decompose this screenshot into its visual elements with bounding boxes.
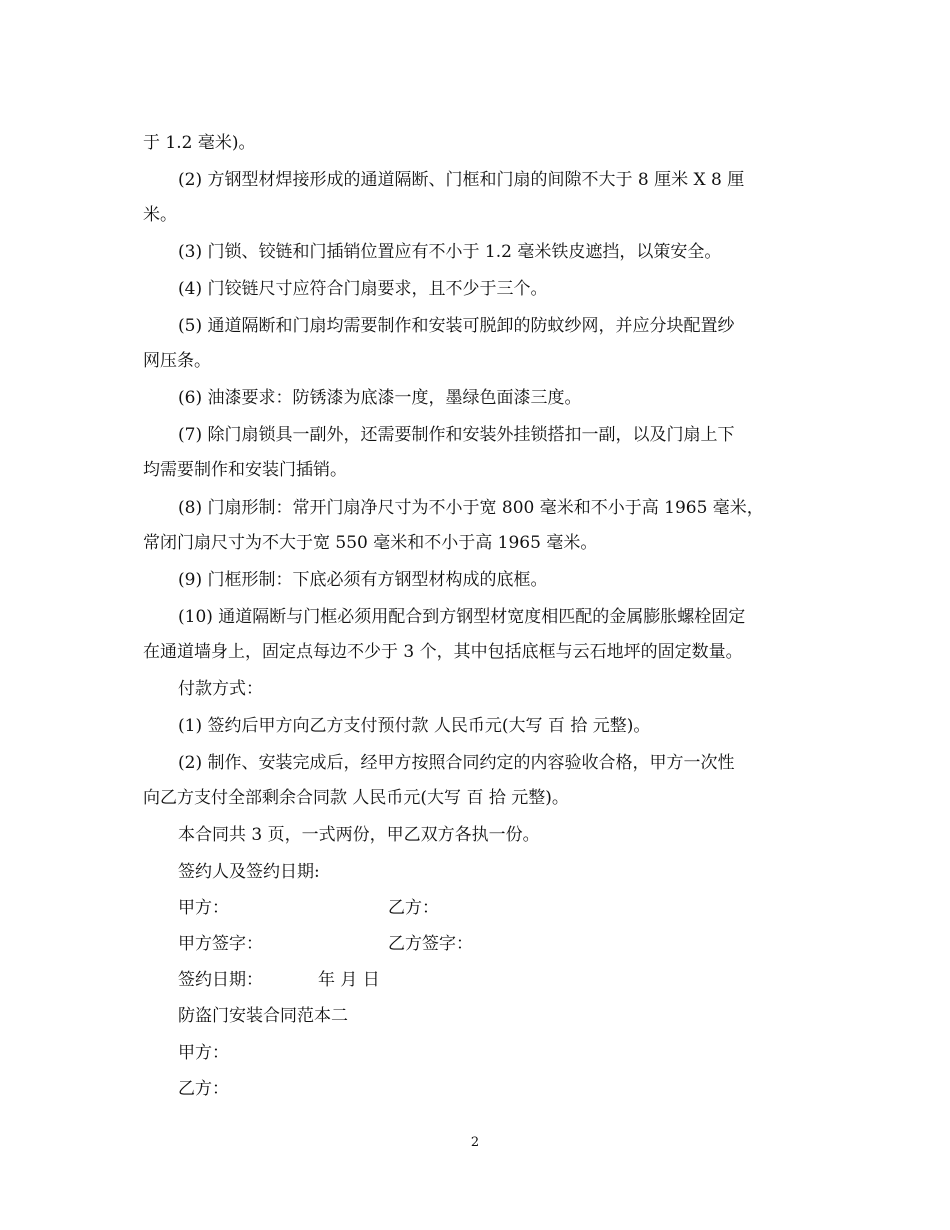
clause-8: (8) 门扇形制：常开门扇净尺寸为不小于宽 800 毫米和不小于高 1965 毫米， — [178, 498, 764, 518]
clause-2: (2) 方钢型材焊接形成的通道隔断、门框和门扇的间隙不大于 8 厘米 X 8 厘 — [178, 170, 745, 190]
sign-date-label: 签约日期： — [178, 970, 263, 990]
text-line: 向乙方支付全部剩余合同款 人民币元(大写 百 拾 元整)。 — [143, 788, 569, 808]
section-party-b-label: 乙方： — [178, 1079, 229, 1099]
payment-item-1: (1) 签约后甲方向乙方支付预付款 人民币元(大写 百 拾 元整)。 — [178, 716, 651, 736]
clause-10: (10) 通道隔断与门框必须用配合到方钢型材宽度相匹配的金属膨胀螺栓固定 — [178, 607, 746, 627]
text-line: 在通道墙身上，固定点每边不少于 3 个，其中包括底框与云石地坪的固定数量。 — [143, 642, 743, 662]
text-line: 常闭门扇尺寸为不大于宽 550 毫米和不小于高 1965 毫米。 — [143, 533, 598, 553]
contract-pages-note: 本合同共 3 页，一式两份，甲乙双方各执一份。 — [178, 825, 540, 845]
text-line: 均需要制作和安装门插销。 — [143, 460, 347, 480]
text-line: 于 1.2 毫米)。 — [143, 133, 256, 153]
clause-5: (5) 通道隔断和门扇均需要制作和安装可脱卸的防蚊纱网，并应分块配置纱 — [178, 316, 735, 336]
payment-heading: 付款方式： — [178, 679, 263, 699]
party-b-label: 乙方： — [388, 898, 439, 918]
clause-9: (9) 门框形制：下底必须有方钢型材构成的底框。 — [178, 570, 548, 590]
party-b-signature-label: 乙方签字： — [388, 934, 473, 954]
clause-3: (3) 门锁、铰链和门插销位置应有不小于 1.2 毫米铁皮遮挡，以策安全。 — [178, 242, 722, 262]
sign-date-format: 年 月 日 — [318, 970, 380, 990]
signatories-heading: 签约人及签约日期: — [178, 862, 320, 882]
text-line: 网压条。 — [143, 351, 211, 371]
section-party-a-label: 甲方： — [178, 1043, 229, 1063]
party-a-signature-label: 甲方签字： — [178, 934, 263, 954]
text-line: 米。 — [143, 205, 177, 225]
clause-6: (6) 油漆要求：防锈漆为底漆一度，墨绿色面漆三度。 — [178, 388, 582, 408]
payment-item-2: (2) 制作、安装完成后，经甲方按照合同约定的内容验收合格，甲方一次性 — [178, 753, 735, 773]
clause-7: (7) 除门扇锁具一副外，还需要制作和安装外挂锁搭扣一副，以及门扇上下 — [178, 425, 735, 445]
page-number: 2 — [470, 1135, 480, 1150]
section-title: 防盗门安装合同范本二 — [178, 1006, 348, 1026]
party-a-label: 甲方： — [178, 898, 229, 918]
clause-4: (4) 门铰链尺寸应符合门扇要求，且不少于三个。 — [178, 279, 548, 299]
